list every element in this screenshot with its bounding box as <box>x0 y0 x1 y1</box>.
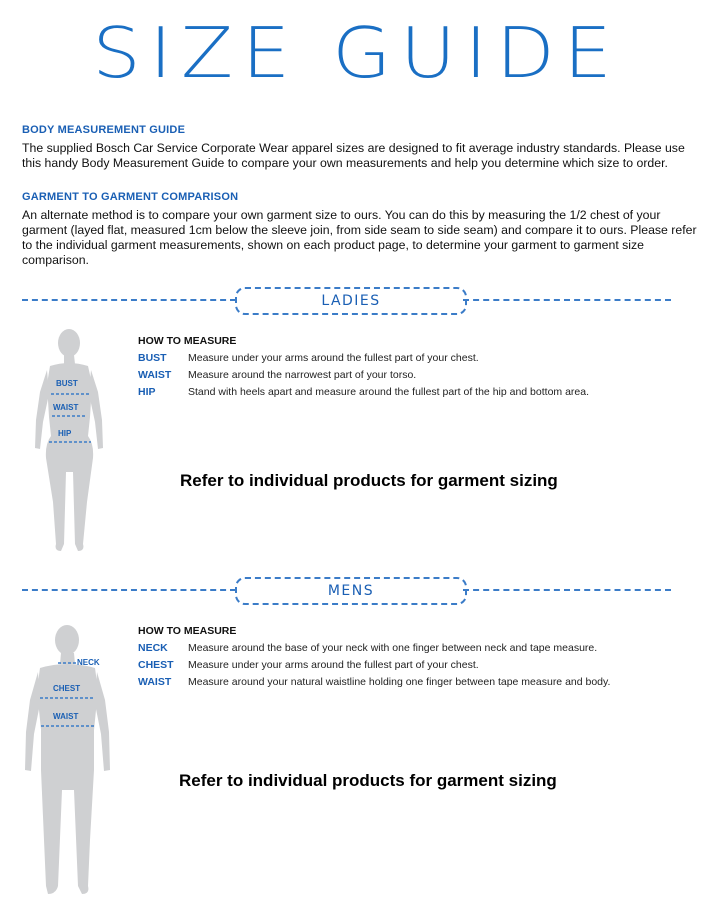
ladies-divider-left <box>22 299 236 301</box>
mens-row-key: WAIST <box>138 676 172 688</box>
ladies-row-key: BUST <box>138 352 167 364</box>
mens-row-desc: Measure around the base of your neck with one finger between neck and tape measure. <box>188 642 598 654</box>
male-silhouette-icon <box>18 620 118 900</box>
ladies-how-to-measure: HOW TO MEASURE <box>138 335 237 347</box>
male-chest-label: CHEST <box>53 684 81 693</box>
mens-how-to-measure: HOW TO MEASURE <box>138 625 237 637</box>
page-title: SIZE GUIDE <box>92 11 621 94</box>
ladies-row-key: WAIST <box>138 369 172 381</box>
garment-comparison-heading: GARMENT TO GARMENT COMPARISON <box>22 191 239 203</box>
mens-row-desc: Measure under your arms around the fullest part of your chest. <box>188 659 479 671</box>
female-hip-label: HIP <box>58 429 72 438</box>
mens-row-desc: Measure around your natural waistline holding one finger between tape measure and body. <box>188 676 611 688</box>
mens-refer-text: Refer to individual products for garment sizing <box>179 771 557 790</box>
garment-comparison-text: An alternate method is to compare your own garment size to ours. You can do this by measuring the 1/2 chest of your garment (layed flat, measured 1cm below the sleeve join, from side seam to side seam) and compare it to ours. Please refer to the individual garment measurements, shown on each product page, to determine your garment to garment size comparison. <box>22 208 697 267</box>
body-guide-text: The supplied Bosch Car Service Corporate Wear apparel sizes are designed to fit average industry standards. Please use this handy Body Measurement Guide to compare your own measurements and help you determine which size to order. <box>22 141 685 170</box>
ladies-row-key: HIP <box>138 386 156 398</box>
ladies-row-desc: Measure under your arms around the fullest part of your chest. <box>188 352 479 364</box>
female-waist-label: WAIST <box>53 403 79 412</box>
female-silhouette-icon <box>30 322 110 557</box>
male-neck-label: NECK <box>77 658 100 667</box>
mens-row-key: NECK <box>138 642 168 654</box>
mens-banner: MENS <box>235 577 467 605</box>
mens-row-key: CHEST <box>138 659 174 671</box>
ladies-divider-right <box>463 299 671 301</box>
ladies-banner: LADIES <box>235 287 467 315</box>
ladies-refer-text: Refer to individual products for garment sizing <box>180 471 558 490</box>
ladies-row-desc: Measure around the narrowest part of your torso. <box>188 369 417 381</box>
ladies-row-desc: Stand with heels apart and measure around the fullest part of the hip and bottom area. <box>188 386 590 398</box>
mens-divider-right <box>463 589 671 591</box>
female-bust-label: BUST <box>56 379 78 388</box>
body-guide-heading: BODY MEASUREMENT GUIDE <box>22 124 186 136</box>
mens-divider-left <box>22 589 236 591</box>
male-waist-label: WAIST <box>53 712 79 721</box>
